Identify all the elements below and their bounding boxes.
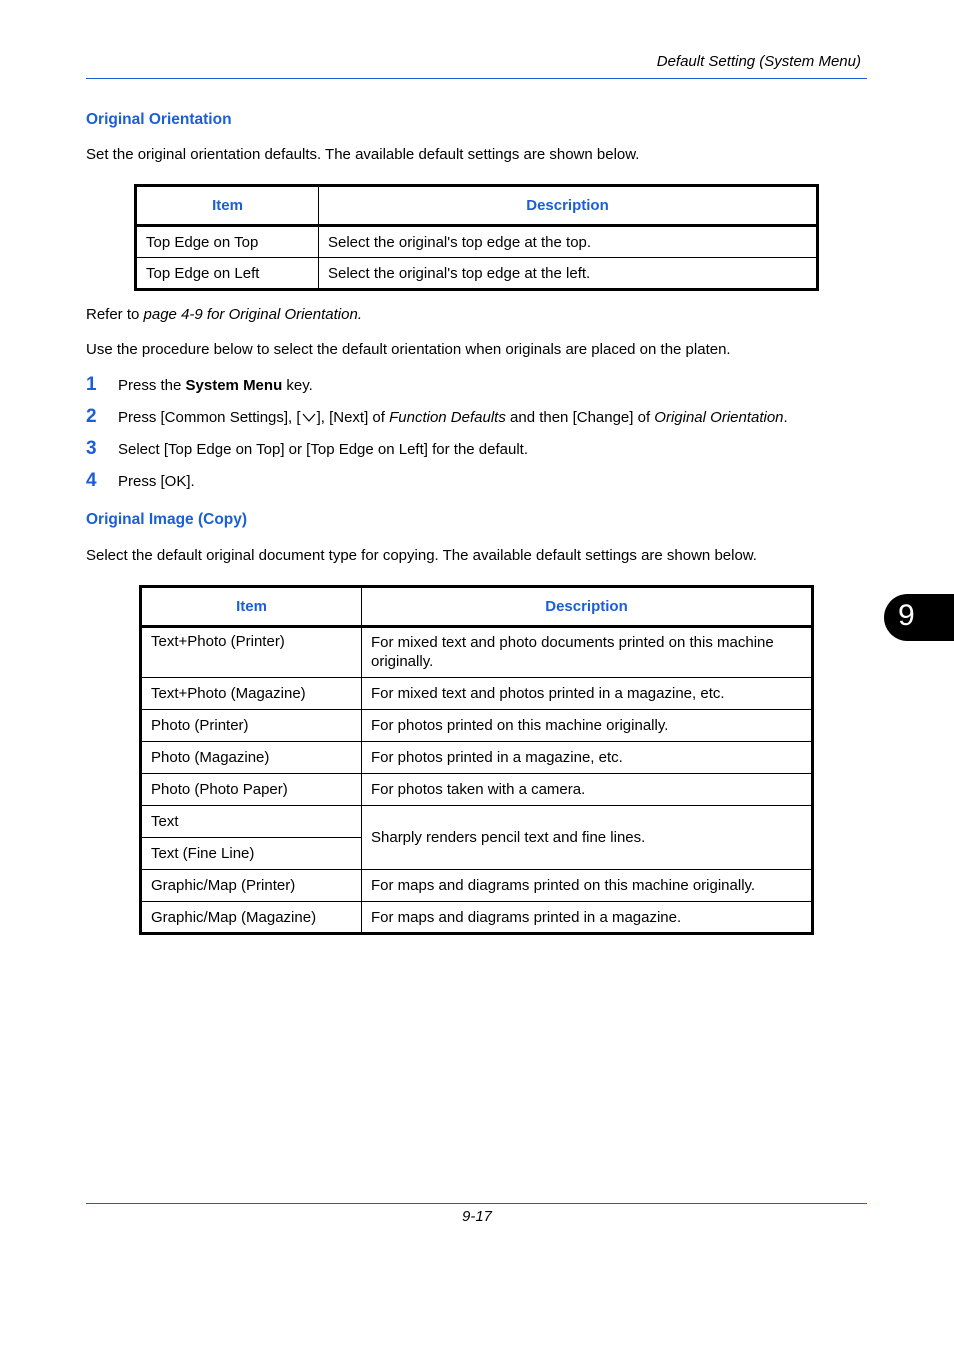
step-number: 2 xyxy=(86,406,97,427)
table-row xyxy=(141,710,813,742)
column-header-description: Description xyxy=(362,587,813,627)
page-number: 9-17 xyxy=(461,1208,493,1225)
column-header-item: Item xyxy=(141,587,362,627)
reference-link: page 4-9 for Original Orientation. xyxy=(143,306,362,323)
cell-item: Text+Photo (Printer) xyxy=(141,627,362,678)
cell-item: Top Edge on Top xyxy=(136,226,319,258)
step-text xyxy=(118,377,313,394)
orientation-table xyxy=(134,184,819,291)
table-header-row xyxy=(141,587,813,627)
cell-item: Text (Fine Line) xyxy=(141,838,362,870)
column-header-item: Item xyxy=(136,186,319,226)
table-row xyxy=(141,806,813,838)
cell-description: Select the original's top edge at the top. xyxy=(319,226,818,258)
step-text-part: Press the xyxy=(118,377,186,394)
cell-description: For mixed text and photos printed in a magazine, etc. xyxy=(362,678,813,710)
step-number: 1 xyxy=(86,374,97,395)
section-heading-original-image: Original Image (Copy) xyxy=(86,511,248,528)
reference-prefix: Refer to xyxy=(86,306,144,323)
cell-item: Graphic/Map (Magazine) xyxy=(141,902,362,934)
column-header-description: Description xyxy=(319,186,818,226)
step-text-part: ], [Next] of xyxy=(316,409,390,426)
table-row xyxy=(141,902,813,934)
step-number: 3 xyxy=(86,438,97,459)
original-image-table xyxy=(139,585,814,935)
cell-item: Text+Photo (Magazine) xyxy=(141,678,362,710)
cell-description: For maps and diagrams printed in a magazine. xyxy=(362,902,813,934)
cell-description: For photos taken with a camera. xyxy=(362,774,813,806)
table-row xyxy=(141,742,813,774)
running-header: Default Setting (System Menu) xyxy=(656,53,861,70)
section-heading-original-orientation: Original Orientation xyxy=(86,111,232,128)
section-intro: Set the original orientation defaults. The available default settings are shown below. xyxy=(86,146,640,163)
header-rule xyxy=(86,78,867,79)
chevron-down-icon xyxy=(301,410,317,427)
step-text-part: key. xyxy=(282,377,313,394)
table-row xyxy=(141,870,813,902)
step-text-italic: Original Orientation xyxy=(654,409,784,426)
table-header-row xyxy=(136,186,818,226)
section-intro: Select the default original document type for copying. The available default settings are shown below. xyxy=(86,547,757,564)
cell-description: For photos printed in a magazine, etc. xyxy=(362,742,813,774)
step-text-part: and then [Change] of xyxy=(505,409,655,426)
step-text: Press [OK]. xyxy=(118,473,195,490)
cell-item: Photo (Printer) xyxy=(141,710,362,742)
table-row xyxy=(136,226,818,258)
chapter-number: 9 xyxy=(898,599,915,632)
footer-rule xyxy=(86,1203,867,1204)
step-text: Select [Top Edge on Top] or [Top Edge on Left] for the default. xyxy=(118,441,529,458)
reference-note xyxy=(86,306,362,323)
step-number: 4 xyxy=(86,470,97,491)
cell-description: Sharply renders pencil text and fine lines. xyxy=(362,806,813,870)
table-row xyxy=(141,678,813,710)
system-menu-key-label: System Menu xyxy=(185,377,283,394)
step-text-italic: Function Defaults xyxy=(389,409,506,426)
step-text-part: Press [Common Settings], [ xyxy=(118,409,301,426)
cell-description: For photos printed on this machine originally. xyxy=(362,710,813,742)
chapter-tab xyxy=(884,594,954,641)
procedure-intro: Use the procedure below to select the default orientation when originals are placed on the platen. xyxy=(86,341,731,358)
cell-item: Photo (Photo Paper) xyxy=(141,774,362,806)
cell-item: Top Edge on Left xyxy=(136,258,319,290)
table-row xyxy=(141,627,813,678)
step-text xyxy=(118,409,788,427)
table-row xyxy=(141,774,813,806)
cell-item: Text xyxy=(141,806,362,838)
table-row xyxy=(136,258,818,290)
cell-description: For maps and diagrams printed on this machine originally. xyxy=(362,870,813,902)
step-text-part: . xyxy=(783,409,788,426)
cell-item: Graphic/Map (Printer) xyxy=(141,870,362,902)
cell-description: Select the original's top edge at the left. xyxy=(319,258,818,290)
cell-description: For mixed text and photo documents printed on this machine originally. xyxy=(362,627,813,678)
cell-item: Photo (Magazine) xyxy=(141,742,362,774)
